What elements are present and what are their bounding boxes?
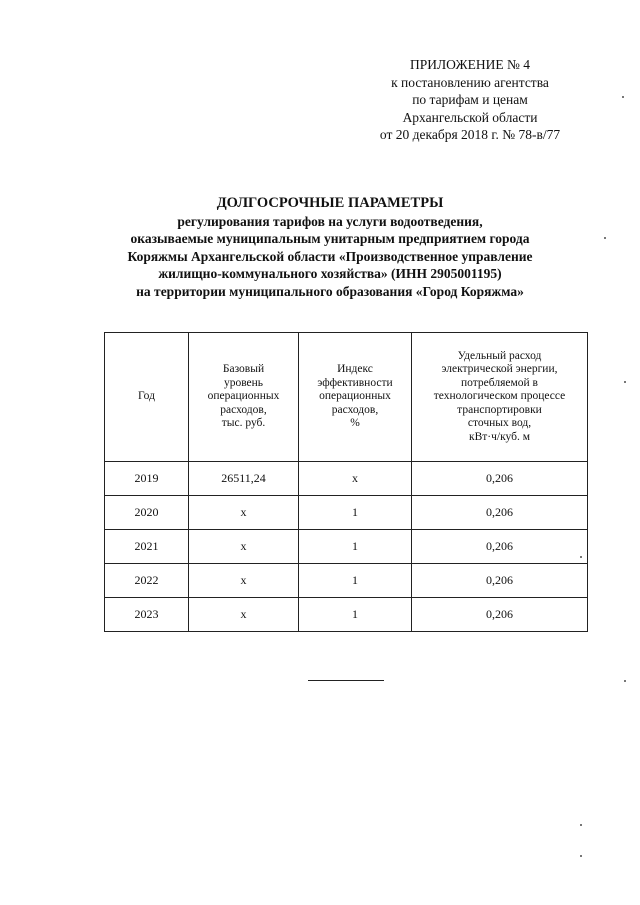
table-row	[105, 462, 588, 496]
cell-year: 2021	[105, 530, 189, 564]
scan-speck	[604, 237, 606, 239]
cell-efficiency-index: 1	[299, 496, 412, 530]
table-row	[105, 530, 588, 564]
parameters-table	[104, 332, 588, 632]
cell-year: 2022	[105, 564, 189, 598]
table-row	[105, 598, 588, 632]
cell-year: 2020	[105, 496, 189, 530]
cell-energy-consumption: 0,206	[412, 462, 588, 496]
title-main: ДОЛГОСРОЧНЫЕ ПАРАМЕТРЫ	[216, 195, 444, 211]
header-efficiency-index: Индекс эффективности операционных расходов, %	[299, 333, 412, 462]
header-energy-consumption: Удельный расход электрической энергии, потребляемой в технологическом процессе транспортировки сточных вод, кВт·ч/куб. м	[412, 333, 588, 462]
cell-energy-consumption: 0,206	[412, 598, 588, 632]
cell-efficiency-index: 1	[299, 564, 412, 598]
cell-base-expenses: х	[189, 598, 299, 632]
scan-speck	[580, 556, 582, 558]
closing-divider	[308, 680, 384, 681]
scan-speck	[580, 855, 582, 857]
cell-year: 2023	[105, 598, 189, 632]
appendix-line: к постановлению агентства	[391, 74, 549, 90]
cell-base-expenses: х	[189, 530, 299, 564]
cell-base-expenses: 26511,24	[189, 462, 299, 496]
cell-energy-consumption: 0,206	[412, 530, 588, 564]
cell-base-expenses: х	[189, 564, 299, 598]
table-row	[105, 564, 588, 598]
cell-energy-consumption: 0,206	[412, 564, 588, 598]
table-header-row	[105, 333, 588, 462]
header-base-expenses: Базовый уровень операционных расходов, тыс. руб.	[189, 333, 299, 462]
title-line: на территории муниципального образования «Город Коряжма»	[136, 283, 524, 299]
scan-speck	[580, 824, 582, 826]
title-line: оказываемые муниципальным унитарным предприятием города	[130, 231, 530, 246]
scan-speck	[622, 96, 624, 98]
scan-speck	[624, 680, 626, 682]
appendix-line: Архангельской области	[402, 109, 538, 125]
header-year: Год	[105, 333, 189, 462]
title-line: жилищно-коммунального хозяйства» (ИНН 2905001195)	[158, 266, 502, 281]
cell-efficiency-index: 1	[299, 598, 412, 632]
cell-energy-consumption: 0,206	[412, 496, 588, 530]
cell-efficiency-index: х	[299, 462, 412, 496]
title-line: регулирования тарифов на услуги водоотведения,	[177, 213, 483, 229]
cell-base-expenses: х	[189, 496, 299, 530]
appendix-block	[340, 56, 600, 144]
appendix-number: ПРИЛОЖЕНИЕ № 4	[409, 57, 531, 72]
cell-year: 2019	[105, 462, 189, 496]
cell-efficiency-index: 1	[299, 530, 412, 564]
scan-speck	[624, 381, 626, 383]
document-title	[60, 195, 600, 300]
appendix-date: от 20 декабря 2018 г. № 78-в/77	[379, 127, 561, 142]
table-row	[105, 496, 588, 530]
title-line: Коряжмы Архангельской области «Производственное управление	[127, 248, 533, 264]
appendix-line: по тарифам и ценам	[412, 92, 528, 107]
